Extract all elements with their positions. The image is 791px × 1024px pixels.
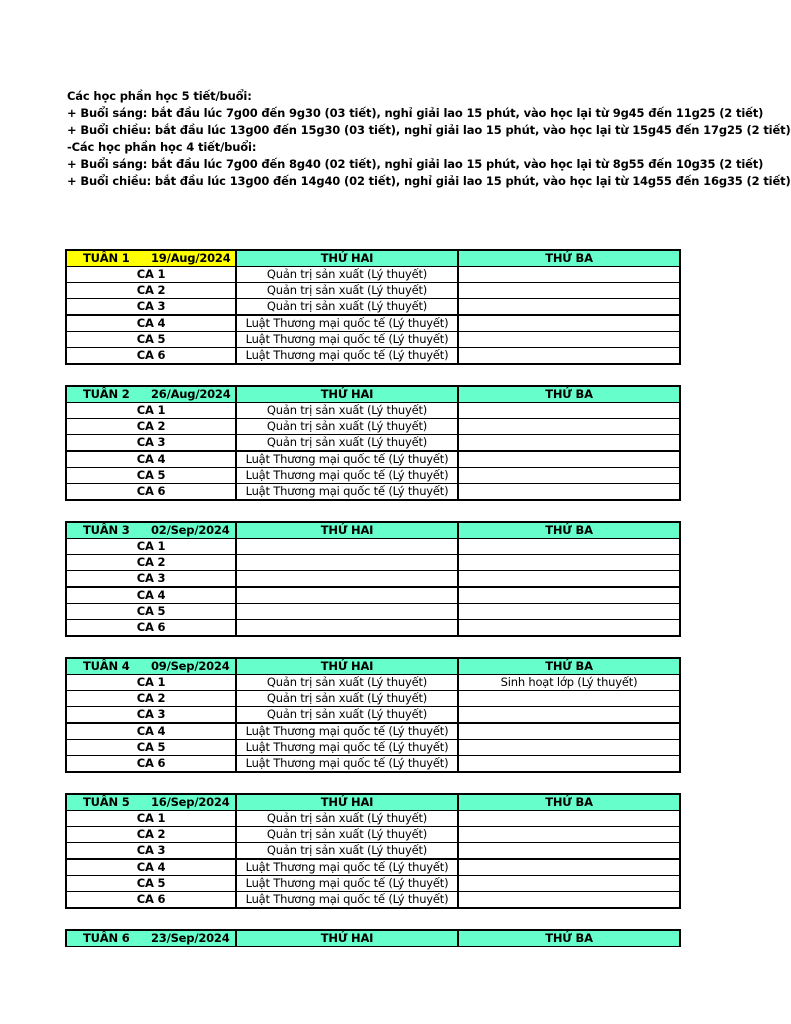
tuesday-cell — [458, 403, 680, 419]
header-tuesday: THỨ BA — [458, 522, 680, 539]
monday-cell: Quản trị sản xuất (Lý thuyết) — [236, 707, 458, 724]
ca-label: CA 3 — [66, 571, 236, 588]
monday-cell — [236, 620, 458, 637]
table-row — [66, 620, 680, 637]
ca-label: CA 3 — [66, 707, 236, 724]
table-row — [66, 267, 680, 283]
week-header-row — [66, 930, 680, 947]
week-table — [65, 657, 681, 773]
monday-cell — [236, 539, 458, 555]
monday-cell — [236, 571, 458, 588]
tuesday-cell — [458, 740, 680, 756]
tuesday-cell — [458, 348, 680, 365]
ca-label: CA 6 — [66, 348, 236, 365]
tuesday-cell — [458, 283, 680, 299]
week-header-row — [66, 794, 680, 811]
table-row — [66, 811, 680, 827]
table-row — [66, 468, 680, 484]
ca-label: CA 1 — [66, 403, 236, 419]
tuesday-cell — [458, 299, 680, 316]
table-row — [66, 587, 680, 604]
tuesday-cell — [458, 876, 680, 892]
header-monday: THỨ HAI — [236, 930, 458, 947]
ca-label: CA 3 — [66, 435, 236, 452]
table-row — [66, 707, 680, 724]
ca-label: CA 4 — [66, 587, 236, 604]
table-row — [66, 876, 680, 892]
monday-cell: Luật Thương mại quốc tế (Lý thuyết) — [236, 740, 458, 756]
tuesday-cell — [458, 468, 680, 484]
week-date: 26/Aug/2024 — [151, 387, 231, 401]
ca-label: CA 6 — [66, 892, 236, 909]
week-date: 02/Sep/2024 — [151, 523, 230, 537]
week-title-cell — [66, 250, 236, 267]
ca-label: CA 6 — [66, 756, 236, 773]
ca-label: CA 5 — [66, 740, 236, 756]
ca-label: CA 2 — [66, 827, 236, 843]
ca-label: CA 2 — [66, 283, 236, 299]
week-date: 16/Sep/2024 — [151, 795, 230, 809]
ca-label: CA 6 — [66, 620, 236, 637]
note-line: + Buổi sáng: bắt đầu lúc 7g00 đến 8g40 (02 tiết), nghỉ giải lao 15 phút, vào học lại từ 8g55 đến 10g35 (2 tiết) — [67, 157, 764, 171]
week-table — [65, 385, 681, 501]
week-header-row — [66, 522, 680, 539]
tuesday-cell — [458, 587, 680, 604]
monday-cell: Luật Thương mại quốc tế (Lý thuyết) — [236, 315, 458, 332]
table-row — [66, 484, 680, 501]
week-number: TUẦN 1 — [83, 251, 130, 265]
week-table — [65, 249, 681, 365]
ca-label: CA 2 — [66, 419, 236, 435]
table-row — [66, 723, 680, 740]
monday-cell: Quản trị sản xuất (Lý thuyết) — [236, 403, 458, 419]
ca-label: CA 6 — [66, 484, 236, 501]
monday-cell: Quản trị sản xuất (Lý thuyết) — [236, 419, 458, 435]
monday-cell: Quản trị sản xuất (Lý thuyết) — [236, 675, 458, 691]
note-line: + Buổi chiều: bắt đầu lúc 13g00 đến 15g30 (03 tiết), nghỉ giải lao 15 phút, vào học lại từ 15g45 đến 17g25 (2 tiết) — [67, 123, 791, 137]
week-table — [65, 929, 681, 947]
ca-label: CA 4 — [66, 451, 236, 468]
header-tuesday: THỨ BA — [458, 794, 680, 811]
ca-label: CA 2 — [66, 555, 236, 571]
monday-cell: Luật Thương mại quốc tế (Lý thuyết) — [236, 723, 458, 740]
week-number: TUẦN 2 — [83, 387, 130, 401]
monday-cell: Quản trị sản xuất (Lý thuyết) — [236, 691, 458, 707]
ca-label: CA 1 — [66, 539, 236, 555]
table-row — [66, 843, 680, 860]
week-title-cell — [66, 522, 236, 539]
week-date: 19/Aug/2024 — [151, 251, 231, 265]
table-row — [66, 859, 680, 876]
ca-label: CA 3 — [66, 299, 236, 316]
tuesday-cell — [458, 620, 680, 637]
tuesday-cell — [458, 892, 680, 909]
monday-cell: Luật Thương mại quốc tế (Lý thuyết) — [236, 484, 458, 501]
monday-cell: Luật Thương mại quốc tế (Lý thuyết) — [236, 451, 458, 468]
tuesday-cell — [458, 723, 680, 740]
table-row — [66, 571, 680, 588]
ca-label: CA 5 — [66, 332, 236, 348]
tuesday-cell — [458, 571, 680, 588]
header-monday: THỨ HAI — [236, 250, 458, 267]
ca-label: CA 4 — [66, 723, 236, 740]
tuesday-cell — [458, 859, 680, 876]
tuesday-cell — [458, 811, 680, 827]
table-row — [66, 539, 680, 555]
week-number: TUẦN 6 — [83, 931, 130, 945]
table-row — [66, 348, 680, 365]
table-row — [66, 299, 680, 316]
week-table — [65, 521, 681, 637]
table-row — [66, 315, 680, 332]
note-line: + Buổi sáng: bắt đầu lúc 7g00 đến 9g30 (03 tiết), nghỉ giải lao 15 phút, vào học lại từ 9g45 đến 11g25 (2 tiết) — [67, 106, 764, 120]
tuesday-cell — [458, 707, 680, 724]
tuesday-cell — [458, 555, 680, 571]
week-number: TUẦN 4 — [83, 659, 130, 673]
week-number: TUẦN 3 — [83, 523, 130, 537]
monday-cell: Quản trị sản xuất (Lý thuyết) — [236, 827, 458, 843]
monday-cell: Quản trị sản xuất (Lý thuyết) — [236, 811, 458, 827]
tuesday-cell: Sinh hoạt lớp (Lý thuyết) — [458, 675, 680, 691]
table-row — [66, 403, 680, 419]
ca-label: CA 2 — [66, 691, 236, 707]
week-date: 23/Sep/2024 — [151, 931, 230, 945]
table-row — [66, 740, 680, 756]
tuesday-cell — [458, 267, 680, 283]
header-monday: THỨ HAI — [236, 794, 458, 811]
ca-label: CA 1 — [66, 811, 236, 827]
ca-label: CA 5 — [66, 468, 236, 484]
tuesday-cell — [458, 691, 680, 707]
monday-cell: Quản trị sản xuất (Lý thuyết) — [236, 843, 458, 860]
week-title-cell — [66, 930, 236, 947]
monday-cell: Luật Thương mại quốc tế (Lý thuyết) — [236, 756, 458, 773]
week-header-row — [66, 250, 680, 267]
monday-cell: Luật Thương mại quốc tế (Lý thuyết) — [236, 332, 458, 348]
table-row — [66, 756, 680, 773]
note-line: -Các học phần học 4 tiết/buổi: — [67, 140, 257, 154]
ca-label: CA 5 — [66, 876, 236, 892]
tuesday-cell — [458, 756, 680, 773]
tuesday-cell — [458, 332, 680, 348]
monday-cell: Quản trị sản xuất (Lý thuyết) — [236, 435, 458, 452]
week-title-cell — [66, 658, 236, 675]
header-tuesday: THỨ BA — [458, 250, 680, 267]
monday-cell: Luật Thương mại quốc tế (Lý thuyết) — [236, 876, 458, 892]
tuesday-cell — [458, 484, 680, 501]
tuesday-cell — [458, 451, 680, 468]
tuesday-cell — [458, 827, 680, 843]
ca-label: CA 5 — [66, 604, 236, 620]
tuesday-cell — [458, 539, 680, 555]
ca-label: CA 1 — [66, 675, 236, 691]
table-row — [66, 604, 680, 620]
table-row — [66, 691, 680, 707]
tuesday-cell — [458, 419, 680, 435]
tuesday-cell — [458, 604, 680, 620]
ca-label: CA 3 — [66, 843, 236, 860]
table-row — [66, 451, 680, 468]
week-title-cell — [66, 794, 236, 811]
table-row — [66, 892, 680, 909]
week-table — [65, 793, 681, 909]
monday-cell: Quản trị sản xuất (Lý thuyết) — [236, 299, 458, 316]
week-header-row — [66, 658, 680, 675]
week-title-cell — [66, 386, 236, 403]
week-header-row — [66, 386, 680, 403]
week-date: 09/Sep/2024 — [151, 659, 230, 673]
table-row — [66, 419, 680, 435]
tuesday-cell — [458, 435, 680, 452]
tuesday-cell — [458, 843, 680, 860]
header-tuesday: THỨ BA — [458, 930, 680, 947]
monday-cell: Quản trị sản xuất (Lý thuyết) — [236, 267, 458, 283]
ca-label: CA 4 — [66, 859, 236, 876]
header-monday: THỨ HAI — [236, 386, 458, 403]
table-row — [66, 827, 680, 843]
monday-cell: Luật Thương mại quốc tế (Lý thuyết) — [236, 859, 458, 876]
table-row — [66, 332, 680, 348]
monday-cell: Luật Thương mại quốc tế (Lý thuyết) — [236, 468, 458, 484]
monday-cell — [236, 555, 458, 571]
tuesday-cell — [458, 315, 680, 332]
header-monday: THỨ HAI — [236, 658, 458, 675]
ca-label: CA 4 — [66, 315, 236, 332]
monday-cell — [236, 587, 458, 604]
note-line: Các học phần học 5 tiết/buổi: — [67, 89, 252, 103]
table-row — [66, 435, 680, 452]
monday-cell — [236, 604, 458, 620]
monday-cell: Luật Thương mại quốc tế (Lý thuyết) — [236, 348, 458, 365]
table-row — [66, 675, 680, 691]
monday-cell: Quản trị sản xuất (Lý thuyết) — [236, 283, 458, 299]
ca-label: CA 1 — [66, 267, 236, 283]
monday-cell: Luật Thương mại quốc tế (Lý thuyết) — [236, 892, 458, 909]
note-line: + Buổi chiều: bắt đầu lúc 13g00 đến 14g40 (02 tiết), nghỉ giải lao 15 phút, vào học lại từ 14g55 đến 16g35 (2 tiết) — [67, 174, 791, 188]
header-tuesday: THỨ BA — [458, 658, 680, 675]
header-tuesday: THỨ BA — [458, 386, 680, 403]
header-monday: THỨ HAI — [236, 522, 458, 539]
table-row — [66, 283, 680, 299]
schedule-notes — [67, 88, 791, 190]
week-number: TUẦN 5 — [83, 795, 130, 809]
table-row — [66, 555, 680, 571]
